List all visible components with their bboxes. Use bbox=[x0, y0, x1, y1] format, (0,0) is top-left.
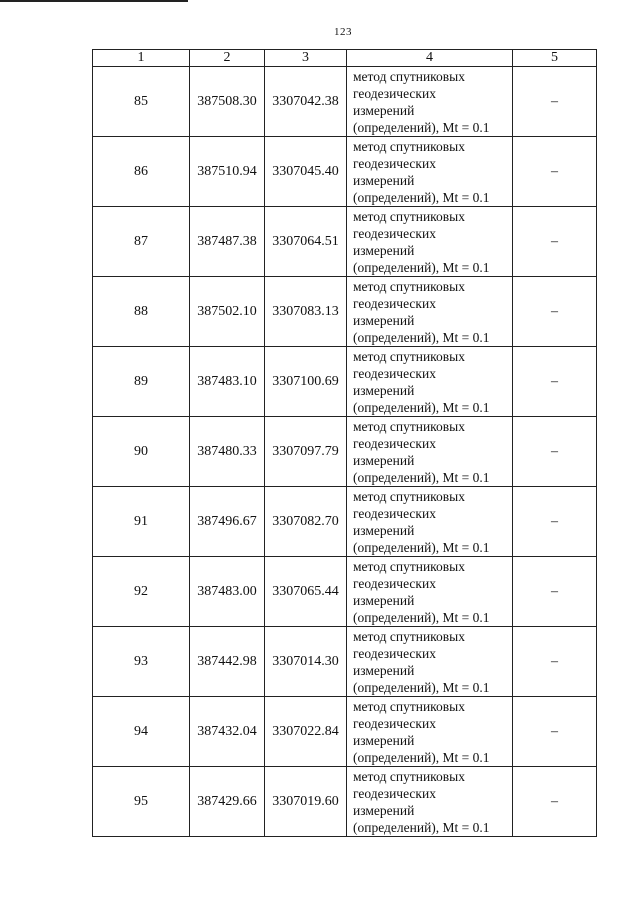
method-line: геодезических bbox=[353, 85, 436, 101]
y-coordinate-cell: 3307014.30 bbox=[265, 627, 347, 697]
table-row bbox=[93, 557, 597, 627]
method-line: геодезических bbox=[353, 785, 436, 801]
note-cell: – bbox=[513, 67, 597, 137]
method-line: метод спутниковых bbox=[353, 768, 465, 784]
table-row bbox=[93, 347, 597, 417]
x-coordinate-cell: 387508.30 bbox=[190, 67, 265, 137]
note-cell: – bbox=[513, 627, 597, 697]
y-coordinate-cell: 3307065.44 bbox=[265, 557, 347, 627]
method-line: метод спутниковых bbox=[353, 278, 465, 294]
note-cell: – bbox=[513, 207, 597, 277]
x-coordinate-cell: 387483.00 bbox=[190, 557, 265, 627]
y-coordinate-cell: 3307045.40 bbox=[265, 137, 347, 207]
method-line: геодезических bbox=[353, 155, 436, 171]
table-row bbox=[93, 627, 597, 697]
header-col-4: 4 bbox=[347, 50, 513, 67]
header-col-5: 5 bbox=[513, 50, 597, 67]
x-coordinate-cell: 387442.98 bbox=[190, 627, 265, 697]
method-line: измерений bbox=[353, 172, 415, 188]
table-row bbox=[93, 417, 597, 487]
point-number-cell: 88 bbox=[93, 277, 190, 347]
method-line: измерений bbox=[353, 242, 415, 258]
table-row bbox=[93, 277, 597, 347]
point-number-cell: 90 bbox=[93, 417, 190, 487]
method-cell bbox=[347, 487, 513, 557]
table-row bbox=[93, 487, 597, 557]
table-row bbox=[93, 207, 597, 277]
note-cell: – bbox=[513, 767, 597, 837]
method-line: геодезических bbox=[353, 715, 436, 731]
x-coordinate-cell: 387487.38 bbox=[190, 207, 265, 277]
method-line: (определений), Mt = 0.1 bbox=[353, 329, 490, 345]
method-line: геодезических bbox=[353, 295, 436, 311]
x-coordinate-cell: 387502.10 bbox=[190, 277, 265, 347]
method-line: измерений bbox=[353, 802, 415, 818]
method-cell bbox=[347, 67, 513, 137]
method-cell bbox=[347, 137, 513, 207]
point-number-cell: 93 bbox=[93, 627, 190, 697]
x-coordinate-cell: 387480.33 bbox=[190, 417, 265, 487]
method-line: метод спутниковых bbox=[353, 698, 465, 714]
method-line: метод спутниковых bbox=[353, 348, 465, 364]
method-line: измерений bbox=[353, 662, 415, 678]
note-cell: – bbox=[513, 557, 597, 627]
method-cell bbox=[347, 557, 513, 627]
method-line: (определений), Mt = 0.1 bbox=[353, 119, 490, 135]
y-coordinate-cell: 3307082.70 bbox=[265, 487, 347, 557]
table-header bbox=[93, 50, 597, 67]
method-cell bbox=[347, 417, 513, 487]
method-line: метод спутниковых bbox=[353, 138, 465, 154]
method-cell bbox=[347, 277, 513, 347]
method-line: измерений bbox=[353, 592, 415, 608]
table-body bbox=[93, 67, 597, 837]
method-line: (определений), Mt = 0.1 bbox=[353, 819, 490, 835]
table-row bbox=[93, 137, 597, 207]
method-line: метод спутниковых bbox=[353, 208, 465, 224]
point-number-cell: 95 bbox=[93, 767, 190, 837]
method-line: геодезических bbox=[353, 435, 436, 451]
note-cell: – bbox=[513, 137, 597, 207]
y-coordinate-cell: 3307100.69 bbox=[265, 347, 347, 417]
x-coordinate-cell: 387429.66 bbox=[190, 767, 265, 837]
x-coordinate-cell: 387483.10 bbox=[190, 347, 265, 417]
y-coordinate-cell: 3307083.13 bbox=[265, 277, 347, 347]
page-number: 123 bbox=[334, 26, 352, 38]
table-row bbox=[93, 67, 597, 137]
note-cell: – bbox=[513, 697, 597, 767]
method-line: измерений bbox=[353, 452, 415, 468]
header-col-2: 2 bbox=[190, 50, 265, 67]
method-cell bbox=[347, 767, 513, 837]
note-cell: – bbox=[513, 277, 597, 347]
y-coordinate-cell: 3307064.51 bbox=[265, 207, 347, 277]
x-coordinate-cell: 387432.04 bbox=[190, 697, 265, 767]
point-number-cell: 85 bbox=[93, 67, 190, 137]
method-line: геодезических bbox=[353, 575, 436, 591]
method-line: измерений bbox=[353, 522, 415, 538]
method-line: метод спутниковых bbox=[353, 628, 465, 644]
header-col-3: 3 bbox=[265, 50, 347, 67]
method-cell bbox=[347, 697, 513, 767]
method-line: измерений bbox=[353, 732, 415, 748]
method-line: (определений), Mt = 0.1 bbox=[353, 259, 490, 275]
header-col-1: 1 bbox=[93, 50, 190, 67]
method-line: метод спутниковых bbox=[353, 558, 465, 574]
method-line: геодезических bbox=[353, 365, 436, 381]
method-line: геодезических bbox=[353, 505, 436, 521]
y-coordinate-cell: 3307022.84 bbox=[265, 697, 347, 767]
method-line: (определений), Mt = 0.1 bbox=[353, 469, 490, 485]
method-line: метод спутниковых bbox=[353, 68, 465, 84]
x-coordinate-cell: 387496.67 bbox=[190, 487, 265, 557]
method-line: (определений), Mt = 0.1 bbox=[353, 609, 490, 625]
method-line: (определений), Mt = 0.1 bbox=[353, 679, 490, 695]
table-row bbox=[93, 767, 597, 837]
y-coordinate-cell: 3307019.60 bbox=[265, 767, 347, 837]
method-cell bbox=[347, 347, 513, 417]
method-line: метод спутниковых bbox=[353, 418, 465, 434]
point-number-cell: 92 bbox=[93, 557, 190, 627]
method-line: измерений bbox=[353, 382, 415, 398]
point-number-cell: 89 bbox=[93, 347, 190, 417]
method-line: (определений), Mt = 0.1 bbox=[353, 399, 490, 415]
method-cell bbox=[347, 627, 513, 697]
note-cell: – bbox=[513, 347, 597, 417]
method-line: геодезических bbox=[353, 645, 436, 661]
method-line: измерений bbox=[353, 102, 415, 118]
header-row bbox=[93, 50, 597, 67]
point-number-cell: 86 bbox=[93, 137, 190, 207]
method-line: (определений), Mt = 0.1 bbox=[353, 749, 490, 765]
table-row bbox=[93, 697, 597, 767]
method-line: метод спутниковых bbox=[353, 488, 465, 504]
y-coordinate-cell: 3307097.79 bbox=[265, 417, 347, 487]
y-coordinate-cell: 3307042.38 bbox=[265, 67, 347, 137]
method-cell bbox=[347, 207, 513, 277]
note-cell: – bbox=[513, 487, 597, 557]
x-coordinate-cell: 387510.94 bbox=[190, 137, 265, 207]
method-line: геодезических bbox=[353, 225, 436, 241]
method-line: измерений bbox=[353, 312, 415, 328]
note-cell: – bbox=[513, 417, 597, 487]
point-number-cell: 91 bbox=[93, 487, 190, 557]
point-number-cell: 94 bbox=[93, 697, 190, 767]
method-line: (определений), Mt = 0.1 bbox=[353, 189, 490, 205]
coordinates-table bbox=[92, 49, 597, 837]
top-rule bbox=[0, 0, 188, 2]
method-line: (определений), Mt = 0.1 bbox=[353, 539, 490, 555]
point-number-cell: 87 bbox=[93, 207, 190, 277]
